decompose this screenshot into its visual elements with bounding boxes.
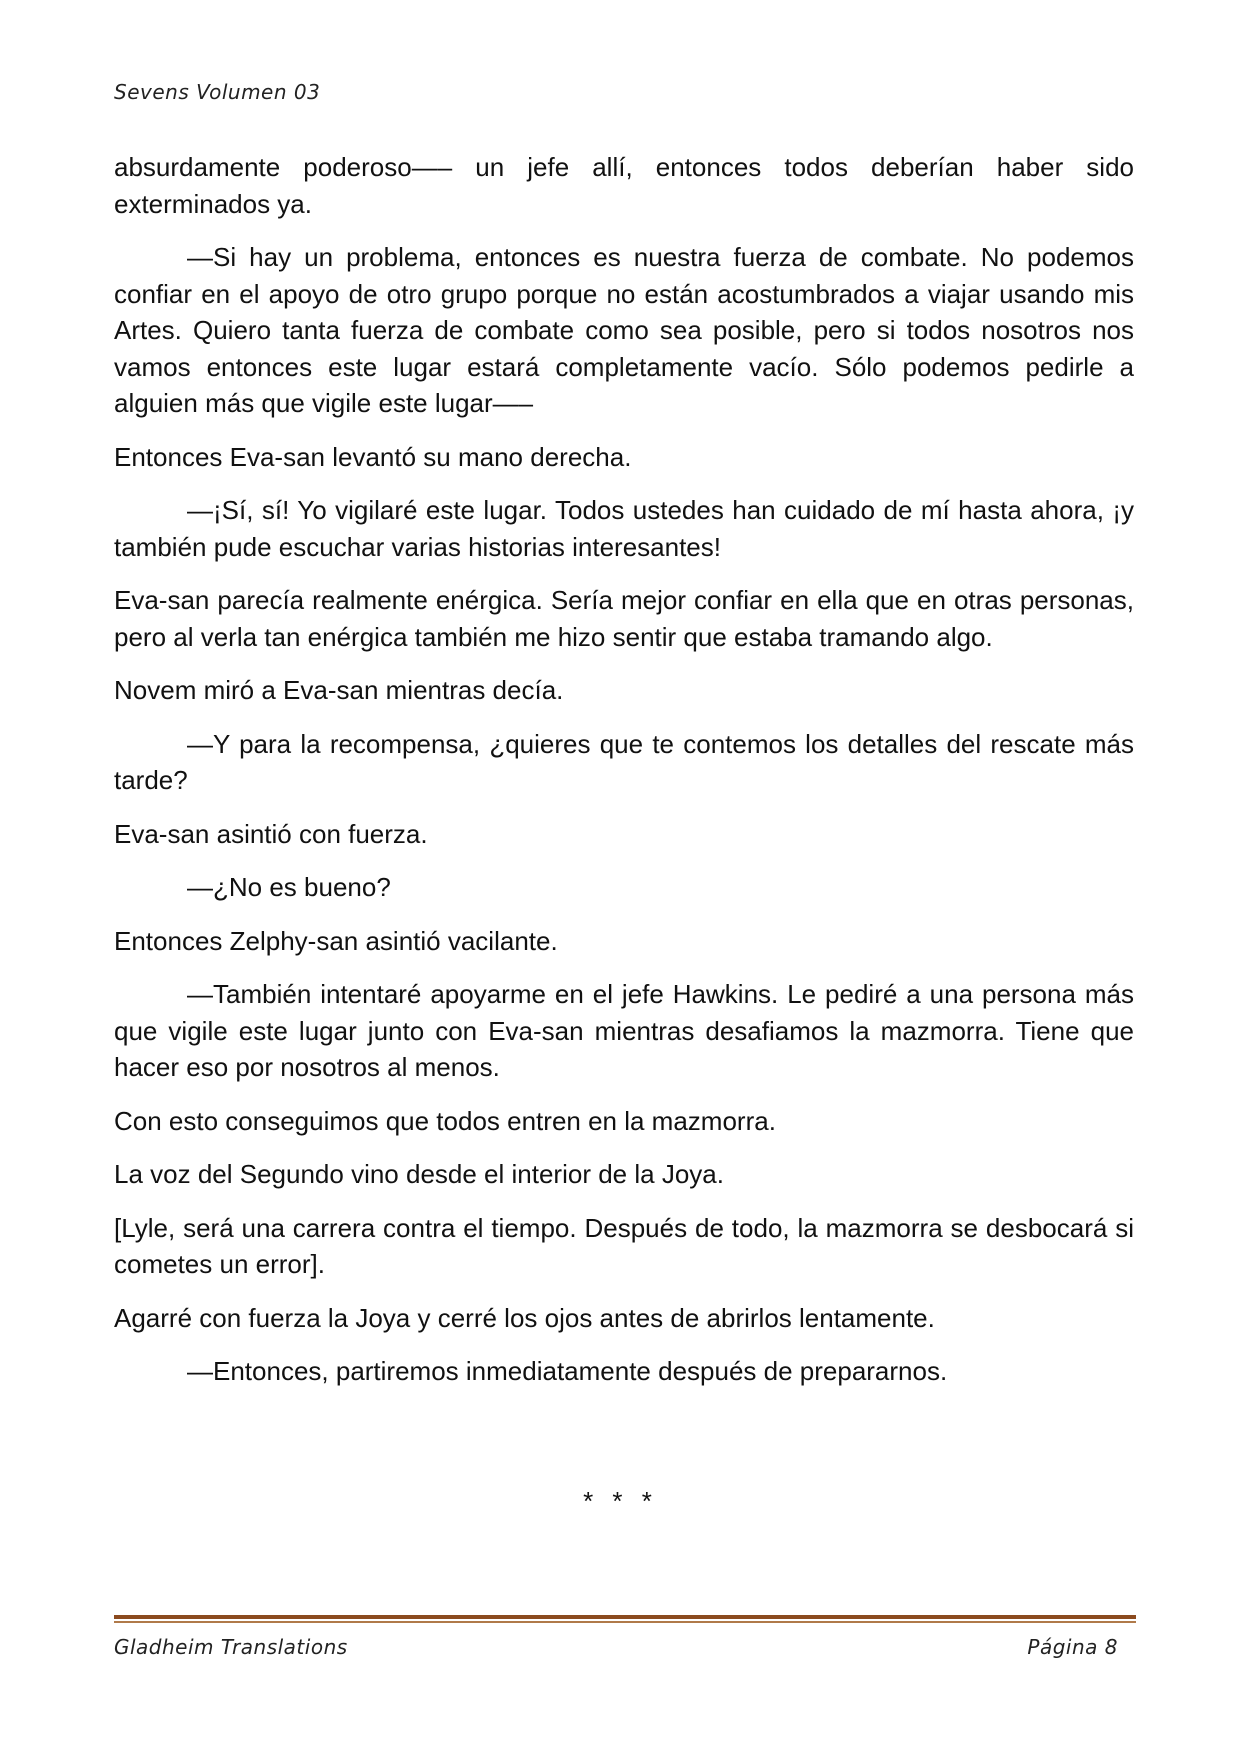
paragraph: Con esto conseguimos que todos entren en la mazmorra. — [114, 1105, 776, 1136]
paragraph: Agarré con fuerza la Joya y cerré los ojos antes de abrirlos lentamente. — [114, 1302, 935, 1333]
footer-divider — [114, 1615, 1136, 1619]
scene-break: * * * — [583, 1486, 658, 1516]
paragraph: Eva-san asintió con fuerza. — [114, 818, 428, 849]
paragraph: La voz del Segundo vino desde el interior de la Joya. — [114, 1159, 724, 1189]
dialog-paragraph: —Si hay un problema, entonces es nuestra fuerza de combate. No podemos confiar en el apoyo de otro grupo porque no están acostumbrados a viajar usando mis Artes. Quiero tanta fuerza de combate como sea posible, pero si todos nosotros nos vamos entonces este lugar estará completamente vacío. Sólo podemos pedirle a alguien más que vigile este lugar—– — [114, 242, 1134, 418]
paragraph: absurdamente poderoso—– un jefe allí, entonces todos deberían haber sido exterminados ya. — [114, 152, 1134, 219]
body-text — [114, 149, 1134, 1407]
footer-publisher: Gladheim Translations — [114, 1635, 348, 1659]
paragraph: [Lyle, será una carrera contra el tiempo. Después de todo, la mazmorra se desbocará si cometes un error]. — [114, 1212, 1134, 1279]
dialog-paragraph: —Y para la recompensa, ¿quieres que te contemos los detalles del rescate más tarde? — [114, 728, 1134, 795]
page-header-title: Sevens Volumen 03 — [114, 80, 321, 104]
paragraph: Entonces Eva-san levantó su mano derecha. — [114, 441, 632, 472]
dialog-paragraph: —¿No es bueno? — [187, 872, 391, 902]
dialog-paragraph: —Entonces, partiremos inmediatamente después de prepararnos. — [187, 1356, 948, 1386]
paragraph: Entonces Zelphy-san asintió vacilante. — [114, 925, 558, 956]
dialog-paragraph: —También intentaré apoyarme en el jefe Hawkins. Le pediré a una persona más que vigile este lugar junto con Eva-san mientras desafiamos la mazmorra. Tiene que hacer eso por nosotros al menos. — [114, 979, 1134, 1082]
dialog-paragraph: —¡Sí, sí! Yo vigilaré este lugar. Todos ustedes han cuidado de mí hasta ahora, ¡y también pude escuchar varias historias interesantes! — [114, 495, 1134, 562]
paragraph: Novem miró a Eva-san mientras decía. — [114, 675, 564, 705]
footer-divider-thin — [114, 1621, 1136, 1623]
paragraph: Eva-san parecía realmente enérgica. Sería mejor confiar en ella que en otras personas, pero al verla tan enérgica también me hizo sentir que estaba tramando algo. — [114, 585, 1134, 652]
footer-page-number: Página 8 — [1027, 1635, 1118, 1659]
